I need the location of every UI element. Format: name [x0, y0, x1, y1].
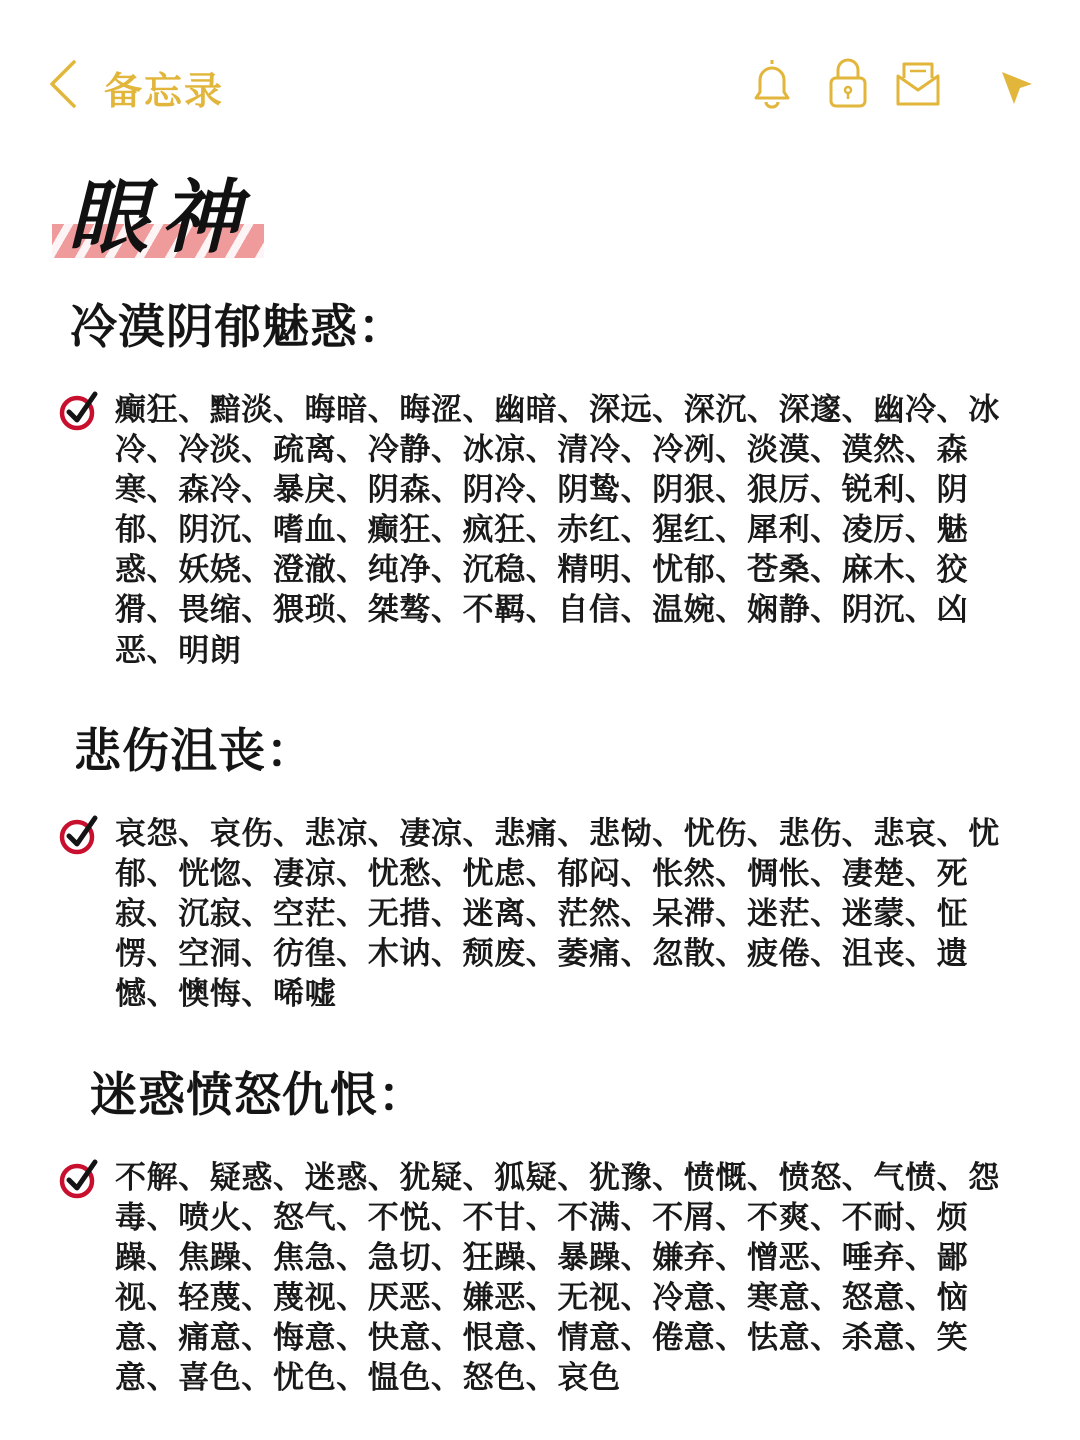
checkmark-icon [58, 1158, 100, 1200]
cursor-arrow-icon [994, 54, 1046, 110]
section-heading: 冷漠阴郁魅惑： [70, 300, 406, 355]
back-button[interactable] [46, 56, 106, 116]
title-block [50, 168, 280, 268]
lock-button[interactable] [822, 54, 874, 110]
mail-button[interactable] [892, 54, 944, 110]
lock-icon [822, 54, 874, 110]
section-heading: 迷惑愤怒仇恨： [90, 1068, 426, 1123]
section-word-list: 癫狂、黯淡、晦暗、晦涩、幽暗、深远、深沉、深邃、幽冷、冰冷、冷淡、疏离、冷静、冰凉、清冷、冷冽、淡漠、漠然、森寒、森冷、暴戾、阴森、阴冷、阴鸷、阴狠、狠厉、锐利、阴郁、阴沉、嗜血、癫狂、疯狂、赤红、猩红、犀利、凌厉、魅惑、妖娆、澄澈、纯净、沉稳、精明、忧郁、苍桑、麻木、狡猾、畏缩、猥琐、桀骜、不羁、自信、温婉、娴静、阴沉、凶恶、明朗 [115, 392, 1000, 669]
bell-icon [746, 54, 798, 110]
top-toolbar [0, 40, 1080, 130]
section-heading: 悲伤沮丧： [74, 724, 314, 779]
section-word-list: 不解、疑惑、迷惑、犹疑、狐疑、犹豫、愤慨、愤怒、气愤、怨毒、喷火、怒气、不悦、不甘、不满、不屑、不爽、不耐、烦躁、焦躁、焦急、急切、狂躁、暴躁、嫌弃、憎恶、唾弃、鄙视、轻蔑、蔑视、厌恶、嫌恶、无视、冷意、寒意、怒意、恼意、痛意、悔意、快意、恨意、情意、倦意、怯意、杀意、笑意、喜色、忧色、愠色、怒色、哀色 [115, 1160, 1000, 1397]
cursor-button[interactable] [994, 54, 1046, 110]
checkmark-icon [58, 814, 100, 856]
back-label[interactable]: 备忘录 [104, 69, 225, 113]
bell-button[interactable] [746, 54, 798, 110]
chevron-left-icon [46, 56, 106, 116]
page-title: 眼神 [68, 171, 252, 264]
section-word-list: 哀怨、哀伤、悲凉、凄凉、悲痛、悲恸、忧伤、悲伤、悲哀、忧郁、恍惚、凄凉、忧愁、忧虑、郁闷、怅然、惆怅、凄楚、死寂、沉寂、空茫、无措、迷离、茫然、呆滞、迷茫、迷蒙、怔愣、空洞、彷徨、木讷、颓废、萎痛、忽散、疲倦、沮丧、遗憾、懊悔、唏嘘 [115, 816, 1000, 1013]
checkmark-icon [58, 390, 100, 432]
mail-icon [892, 54, 944, 110]
